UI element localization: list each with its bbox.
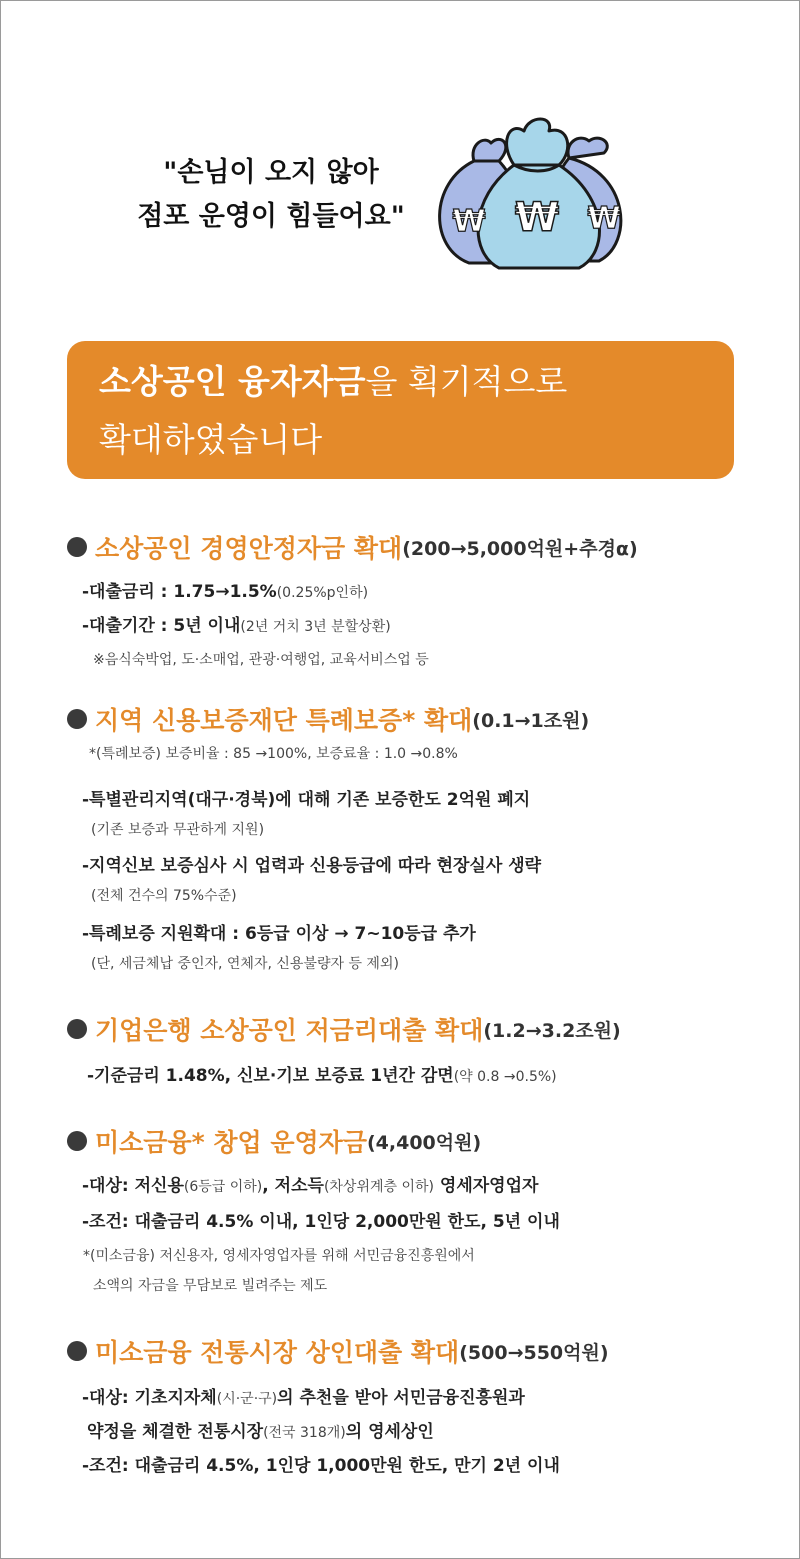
section-heading — [67, 1333, 609, 1369]
detail-sub: (시·군·구) — [216, 1391, 278, 1407]
detail-line — [82, 851, 541, 876]
footnote: ※음식숙박업, 도·소매업, 관광·여행업, 교육서비스업 등 — [93, 652, 429, 668]
detail-main: -지역신보 보증심사 시 업력과 신용등급에 따라 현장실사 생략 — [82, 856, 542, 876]
detail-main: 영세자영업자 — [433, 1176, 539, 1196]
bullet-icon — [67, 537, 87, 557]
detail-main: -조건: 대출금리 4.5% 이내, 1인당 2,000만원 한도, 5년 이내 — [82, 1212, 560, 1232]
section-heading — [67, 701, 589, 737]
banner-line-1 — [99, 353, 734, 411]
banner-highlight: 소상공인 융자자금 — [99, 362, 366, 401]
detail-sub: (6등급 이하) — [183, 1179, 263, 1195]
detail-main: 의 추천을 받아 서민금융진흥원과 — [277, 1388, 525, 1408]
section-heading — [67, 529, 638, 565]
bullet-icon — [67, 709, 87, 729]
detail-line — [82, 1171, 538, 1196]
quote-line-2: 점포 운영이 힘들어요" — [137, 201, 405, 232]
bullet-icon — [67, 1131, 87, 1151]
section-amount: (1.2→3.2조원) — [483, 1019, 621, 1042]
headline-banner — [67, 341, 734, 479]
section-amount: (4,400억원) — [366, 1131, 482, 1154]
section-amount: (0.1→1조원) — [472, 709, 590, 732]
detail-main: 의 영세상인 — [345, 1422, 434, 1442]
footnote: *(미소금융) 저신용자, 영세자영업자를 위해 서민금융진흥원에서 — [83, 1248, 475, 1264]
section-title: 기업은행 소상공인 저금리대출 확대 — [95, 1016, 484, 1045]
won-symbol-left: ₩ — [452, 204, 486, 239]
detail-line — [82, 577, 368, 602]
bullet-icon — [67, 1341, 87, 1361]
detail-main: -대출금리 : 1.75→1.5% — [82, 582, 277, 602]
detail-sub: (0.25%p인하) — [276, 585, 369, 601]
banner-text: 을 획기적으로 — [365, 362, 568, 401]
quote-text — [121, 151, 421, 239]
detail-main: -조건: 대출금리 4.5%, 1인당 1,000만원 한도, 만기 2년 이내 — [82, 1456, 560, 1476]
won-symbol-right: ₩ — [587, 201, 621, 236]
detail-main: , 저소득 — [262, 1176, 324, 1196]
section-amount: (200→5,000억원+추경α) — [402, 537, 638, 560]
section-ibk-low-rate-loan — [67, 1011, 621, 1086]
section-title: 지역 신용보증재단 특례보증* 확대 — [95, 706, 473, 735]
quote-line-1: "손님이 오지 않아 — [163, 157, 379, 188]
bullet-icon — [67, 1019, 87, 1039]
detail-line — [82, 611, 391, 636]
detail-line — [87, 1417, 434, 1442]
detail-main: -대출기간 : 5년 이내 — [82, 616, 241, 636]
detail-main: 약정을 체결한 전통시장 — [87, 1422, 264, 1442]
detail-sub: (기존 보증과 무관하게 지원) — [91, 822, 265, 838]
detail-main: -특례보증 지원확대 : 6등급 이상 → 7~10등급 추가 — [82, 924, 476, 944]
section-heading — [67, 1011, 621, 1047]
section-business-stability-fund — [67, 529, 638, 668]
detail-main: -대상: 기초지자체 — [82, 1388, 217, 1408]
section-amount: (500→550억원) — [459, 1341, 609, 1364]
detail-sub: (약 0.8 →0.5%) — [453, 1069, 557, 1085]
detail-line — [87, 1061, 557, 1086]
section-traditional-market-loan — [67, 1333, 609, 1476]
detail-sub: (2년 거치 3년 분할상환) — [240, 619, 391, 635]
detail-line — [82, 1207, 560, 1232]
footnote: *(특례보증) 보증비율 : 85 →100%, 보증료율 : 1.0 →0.8% — [89, 746, 458, 762]
detail-main: -특별관리지역(대구·경북)에 대해 기존 보증한도 2억원 폐지 — [82, 790, 531, 810]
section-title: 소상공인 경영안정자금 확대 — [95, 534, 403, 563]
section-special-guarantee — [67, 701, 590, 972]
detail-main: -기준금리 1.48%, 신보·기보 보증료 1년간 감면 — [87, 1066, 454, 1086]
section-title: 미소금융* 창업 운영자금 — [95, 1128, 367, 1157]
detail-line — [82, 785, 530, 810]
detail-sub: (차상위계층 이하) — [323, 1179, 434, 1195]
detail-line — [82, 1383, 525, 1408]
detail-line — [82, 919, 476, 944]
detail-line — [82, 1451, 560, 1476]
section-title: 미소금융 전통시장 상인대출 확대 — [95, 1338, 460, 1367]
detail-sub: (전체 건수의 75%수준) — [91, 888, 237, 904]
banner-line-2: 확대하였습니다 — [99, 420, 323, 459]
money-bags-icon — [429, 103, 639, 273]
footnote: 소액의 자금을 무담보로 빌려주는 제도 — [93, 1278, 328, 1294]
section-heading — [67, 1123, 481, 1159]
detail-sub: (전국 318개) — [263, 1425, 346, 1441]
detail-main: -대상: 저신용 — [82, 1176, 184, 1196]
detail-sub: (단, 세금체납 중인자, 연체자, 신용불량자 등 제외) — [91, 956, 399, 972]
section-microfinance-startup — [67, 1123, 560, 1294]
won-symbol-front: ₩ — [514, 195, 560, 241]
